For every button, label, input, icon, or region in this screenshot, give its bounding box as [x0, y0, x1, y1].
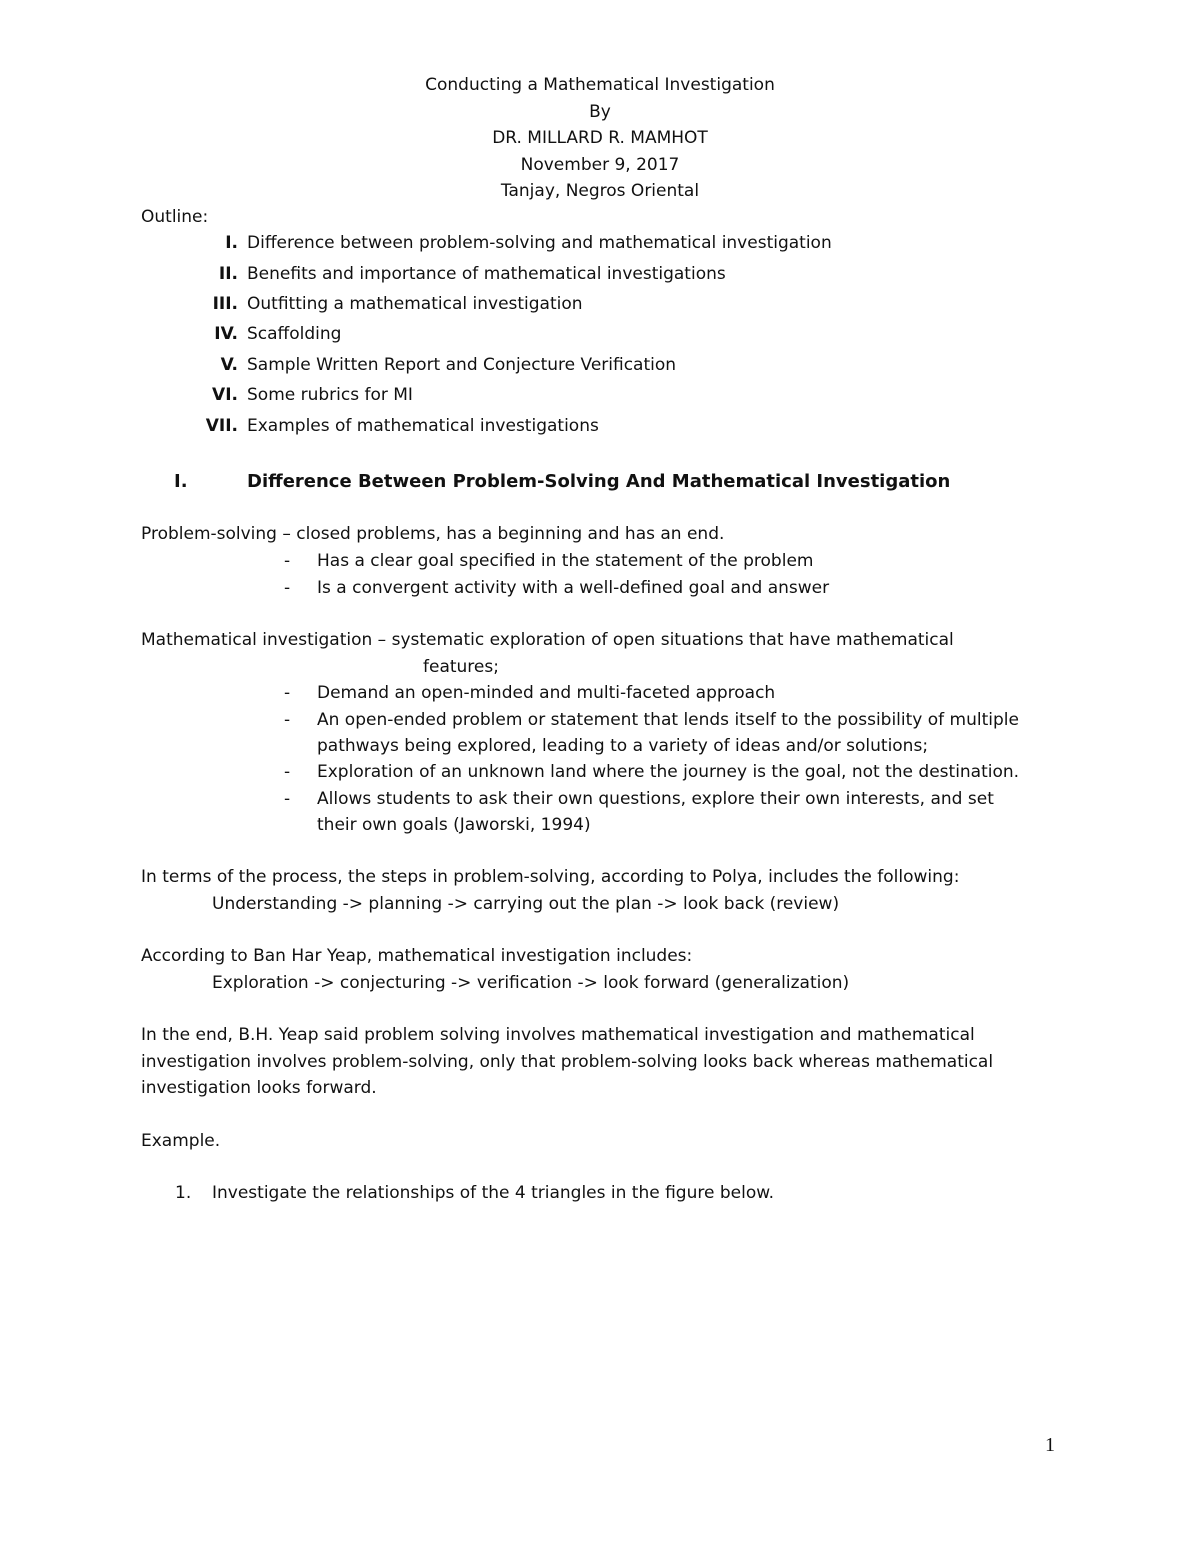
list-item-text: Allows students to ask their own questions, explore their own interests, and set: [317, 789, 994, 809]
outline-item-number: VII.: [205, 416, 238, 436]
outline-item-number: I.: [225, 233, 238, 253]
bullet-dash: -: [284, 789, 291, 809]
list-item-text-cont: their own goals (Jaworski, 1994): [317, 815, 591, 835]
document-title: Conducting a Mathematical Investigation: [425, 75, 775, 95]
outline-item-number: II.: [218, 264, 238, 284]
polya-intro: In terms of the process, the steps in problem-solving, according to Polya, includes the following:: [141, 867, 960, 887]
paragraph-line: investigation looks forward.: [141, 1078, 377, 1098]
page-number: 1: [1045, 1434, 1055, 1456]
polya-steps: Understanding -> planning -> carrying out the plan -> look back (review): [212, 894, 840, 914]
section-number: I.: [174, 471, 188, 492]
outline-item-text: Difference between problem-solving and mathematical investigation: [247, 233, 832, 253]
bullet-dash: -: [284, 578, 291, 598]
yeap-steps: Exploration -> conjecturing -> verification -> look forward (generalization): [212, 973, 850, 993]
example-text: Investigate the relationships of the 4 triangles in the figure below.: [212, 1183, 774, 1203]
by-line: By: [589, 102, 611, 122]
outline-item-text: Outfitting a mathematical investigation: [247, 294, 583, 314]
list-item-text: An open-ended problem or statement that lends itself to the possibility of multiple: [317, 710, 1019, 730]
list-item-text: Exploration of an unknown land where the journey is the goal, not the destination.: [317, 762, 1020, 782]
outline-item-text: Examples of mathematical investigations: [247, 416, 599, 436]
paragraph-line: In the end, B.H. Yeap said problem solving involves mathematical investigation and mathematical: [141, 1025, 975, 1045]
yeap-intro: According to Ban Har Yeap, mathematical investigation includes:: [141, 946, 693, 966]
list-item-text-cont: pathways being explored, leading to a variety of ideas and/or solutions;: [317, 736, 929, 756]
outline-item-text: Sample Written Report and Conjecture Verification: [247, 355, 677, 375]
list-item-text: Has a clear goal specified in the statement of the problem: [317, 551, 814, 571]
section-title: Difference Between Problem-Solving And Mathematical Investigation: [247, 471, 951, 492]
outline-item-text: Scaffolding: [247, 324, 342, 344]
mi-definition: Mathematical investigation – systematic exploration of open situations that have mathematical: [141, 630, 954, 650]
bullet-dash: -: [284, 762, 291, 782]
outline-label: Outline:: [141, 207, 209, 227]
outline-item-text: Benefits and importance of mathematical investigations: [247, 264, 726, 284]
outline-item-number: IV.: [214, 324, 238, 344]
list-item-text: Is a convergent activity with a well-defined goal and answer: [317, 578, 830, 598]
bullet-dash: -: [284, 683, 291, 703]
outline-item-number: V.: [220, 355, 238, 375]
document-location: Tanjay, Negros Oriental: [500, 181, 700, 201]
outline-item-text: Some rubrics for MI: [247, 385, 413, 405]
outline-item-number: VI.: [212, 385, 238, 405]
document-date: November 9, 2017: [520, 155, 680, 175]
problem-solving-definition: Problem-solving – closed problems, has a beginning and has an end.: [141, 524, 725, 544]
bullet-dash: -: [284, 551, 291, 571]
example-number: 1.: [175, 1183, 192, 1203]
author-name: DR. MILLARD R. MAMHOT: [492, 128, 708, 148]
list-item-text: Demand an open-minded and multi-faceted approach: [317, 683, 776, 703]
example-label: Example.: [141, 1131, 221, 1151]
paragraph-line: investigation involves problem-solving, only that problem-solving looks back whereas mathematical: [141, 1052, 994, 1072]
mi-definition-cont: features;: [423, 657, 499, 677]
bullet-dash: -: [284, 710, 291, 730]
outline-item-number: III.: [212, 294, 238, 314]
